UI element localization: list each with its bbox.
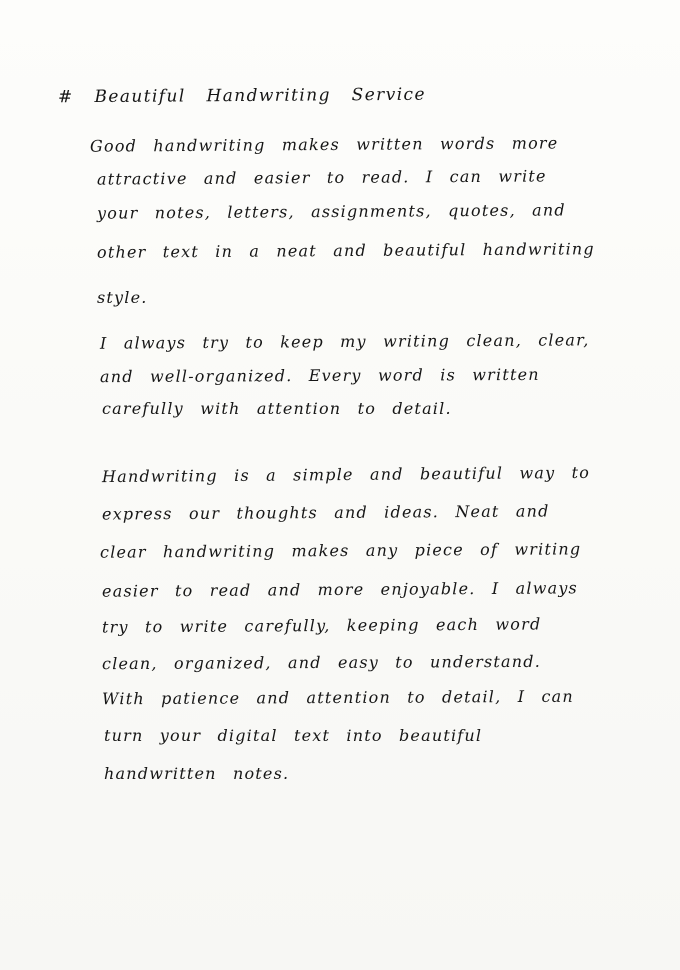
paragraph-3-line-6: clean, organized, and easy to understand. [101,651,542,674]
paragraph-2-line-3: carefully with attention to detail. [102,399,452,418]
paragraph-2-line-2: and well-organized. Every word is written [99,364,540,387]
paragraph-3-line-9: handwritten notes. [104,764,290,783]
paragraph-3-line-4: easier to read and more enjoyable. I always [101,578,579,601]
paragraph-1-line-3: your notes, letters, assignments, quotes, and [96,200,566,223]
paragraph-3-line-2: express our thoughts and ideas. Neat and [101,501,550,524]
paragraph-2-line-1: I always try to keep my writing clean, clear, [99,330,590,353]
paragraph-1-line-5: style. [97,288,148,307]
paragraph-3-line-8: turn your digital text into beautiful [104,726,483,745]
page-title: # Beautiful Handwriting Service [57,84,426,108]
paragraph-1-line-2: attractive and easier to read. I can write [96,166,547,189]
paragraph-3-line-3: clear handwriting makes any piece of writing [99,539,582,562]
paragraph-3-line-5: try to write carefully, keeping each word [101,614,542,637]
paragraph-1-line-4: other text in a neat and beautiful handwriting [96,239,595,262]
paragraph-1-line-1: Good handwriting makes written words more [89,133,559,156]
paragraph-3-line-7: With patience and attention to detail, I can [101,686,574,709]
paragraph-3-line-1: Handwriting is a simple and beautiful way to [101,462,591,487]
